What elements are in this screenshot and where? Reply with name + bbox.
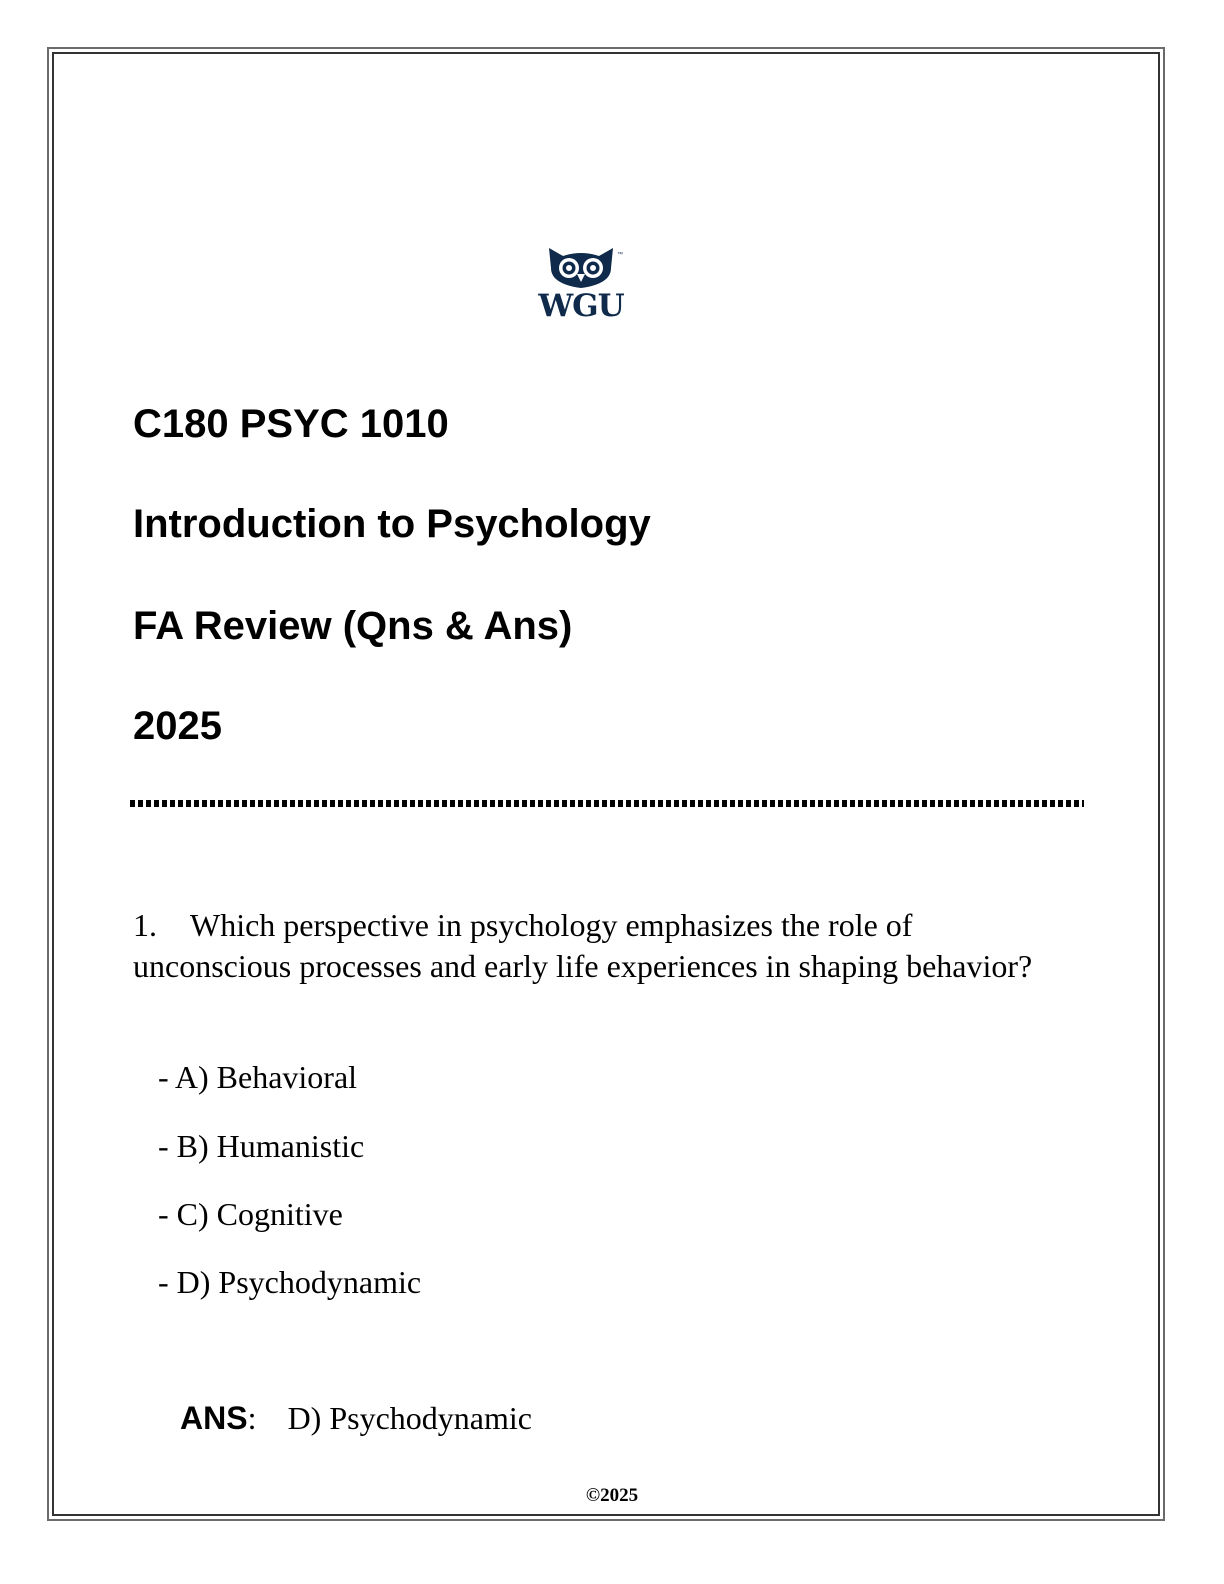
question-number: 1. bbox=[133, 907, 157, 943]
question-body: Which perspective in psychology emphasizes the role of unconscious processes and early life experiences in shaping behavior? bbox=[133, 907, 1033, 984]
option-d: - D) Psychodynamic bbox=[158, 1264, 422, 1300]
course-title: Introduction to Psychology bbox=[133, 502, 651, 546]
wgu-logo bbox=[531, 244, 631, 328]
option-b: - B) Humanistic bbox=[158, 1128, 365, 1164]
option-c: - C) Cognitive bbox=[158, 1196, 343, 1232]
question-text bbox=[133, 905, 1033, 987]
answer-line bbox=[180, 1402, 532, 1434]
option-a: - A) Behavioral bbox=[158, 1059, 358, 1095]
document-subtitle: FA Review (Qns & Ans) bbox=[133, 604, 573, 648]
svg-text:™: ™ bbox=[617, 252, 623, 258]
document-year: 2025 bbox=[133, 704, 222, 748]
answer-value: D) Psychodynamic bbox=[287, 1400, 532, 1436]
course-code: C180 PSYC 1010 bbox=[133, 402, 449, 446]
logo-wordmark: WGU bbox=[538, 288, 624, 324]
dotted-divider bbox=[130, 800, 1084, 807]
answer-colon: : bbox=[247, 1400, 257, 1436]
answer-label: ANS bbox=[180, 1400, 248, 1436]
copyright-footer: ©2025 bbox=[585, 1485, 639, 1506]
owl-icon bbox=[531, 244, 631, 290]
